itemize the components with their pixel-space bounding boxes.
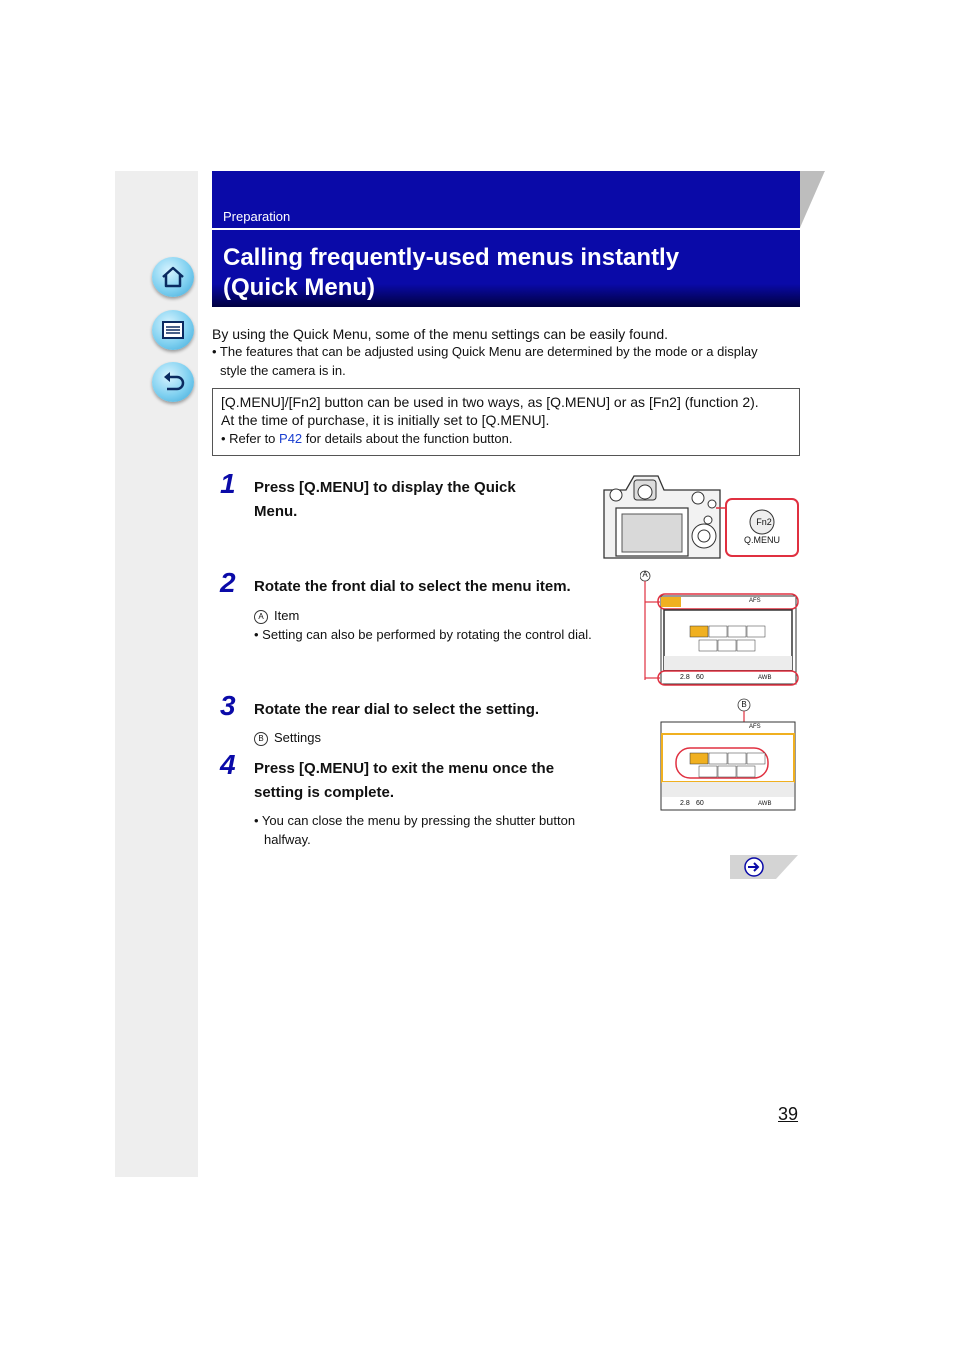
label-settings-text: Settings <box>274 730 321 745</box>
info-line-2: At the time of purchase, it is initially set to [Q.MENU]. <box>221 412 550 428</box>
step-1-text <box>254 476 516 524</box>
home-button[interactable] <box>152 257 194 297</box>
callout-b-marker: B <box>254 732 268 746</box>
intro-text: By using the Quick Menu, some of the menu settings can be easily found. <box>212 326 669 342</box>
step-1-line-1: Press [Q.MENU] to display the Quick <box>254 479 516 496</box>
title-line-2: (Quick Menu) <box>223 274 376 301</box>
ref-suffix: for details about the function button. <box>302 431 513 446</box>
page-number: 39 <box>778 1104 799 1124</box>
section-label: Preparation <box>223 209 291 224</box>
step-4-note-2: halfway. <box>264 832 311 847</box>
step-4-line-2: setting is complete. <box>254 784 395 801</box>
step-1-line-2: Menu. <box>254 503 298 520</box>
back-button[interactable] <box>152 362 194 402</box>
ref-prefix: • Refer to <box>221 431 280 446</box>
step-2-note: • Setting can also be performed by rotating the control dial. <box>254 627 592 642</box>
callout-a-marker: A <box>254 610 268 624</box>
callout-b: B <box>741 700 747 709</box>
info-reference <box>221 429 512 448</box>
camera-illustration <box>598 470 803 562</box>
home-icon <box>159 263 187 291</box>
screen1-awb: AWB <box>758 675 772 681</box>
label-settings <box>254 728 321 747</box>
fn2-button-label: Fn2 <box>756 517 772 527</box>
screen2-afs: AFS <box>749 724 761 730</box>
header-divider <box>212 228 772 230</box>
callout-a: A <box>642 570 648 579</box>
screen2-awb: AWB <box>758 801 772 807</box>
step-4-text <box>254 757 554 805</box>
intro-bullet-2: style the camera is in. <box>220 363 346 378</box>
step-1-number: 1 <box>220 468 236 499</box>
page-link-p42[interactable]: P42 <box>279 431 303 446</box>
screen2-shutter: 60 <box>696 800 704 807</box>
screen2-aperture: 2.8 <box>680 800 690 807</box>
step-4-note-1: • You can close the menu by pressing the shutter button <box>254 813 576 828</box>
qmenu-button-label: Q.MENU <box>744 535 780 545</box>
step-4-line-1: Press [Q.MENU] to exit the menu once the <box>254 760 555 777</box>
label-item-text: Item <box>274 608 300 623</box>
title-line-1: Calling frequently-used menus instantly <box>223 244 680 271</box>
step-4-number: 4 <box>220 749 236 780</box>
list-icon <box>159 316 187 344</box>
step-3-text: Rotate the rear dial to select the setting. <box>254 701 540 718</box>
step-2-number: 2 <box>220 567 236 598</box>
info-line-1: [Q.MENU]/[Fn2] button can be used in two ways, as [Q.MENU] or as [Fn2] (function 2). <box>221 394 759 410</box>
screen1-shutter: 60 <box>696 674 704 681</box>
header-corner <box>770 171 825 231</box>
quick-menu-screen-item <box>640 568 802 690</box>
quick-menu-screen-settings <box>658 696 800 814</box>
page-title <box>223 243 783 303</box>
menu-button[interactable] <box>152 310 194 350</box>
step-3-number: 3 <box>220 690 236 721</box>
screen1-afs: AFS <box>749 598 761 604</box>
screen1-aperture: 2.8 <box>680 674 690 681</box>
back-arrow-icon <box>159 368 187 396</box>
intro-bullet-1: • The features that can be adjusted using Quick Menu are determined by the mode or a display <box>212 344 758 359</box>
step-2-text: Rotate the front dial to select the menu item. <box>254 578 571 595</box>
next-page-button[interactable] <box>730 855 798 879</box>
label-item <box>254 606 299 625</box>
